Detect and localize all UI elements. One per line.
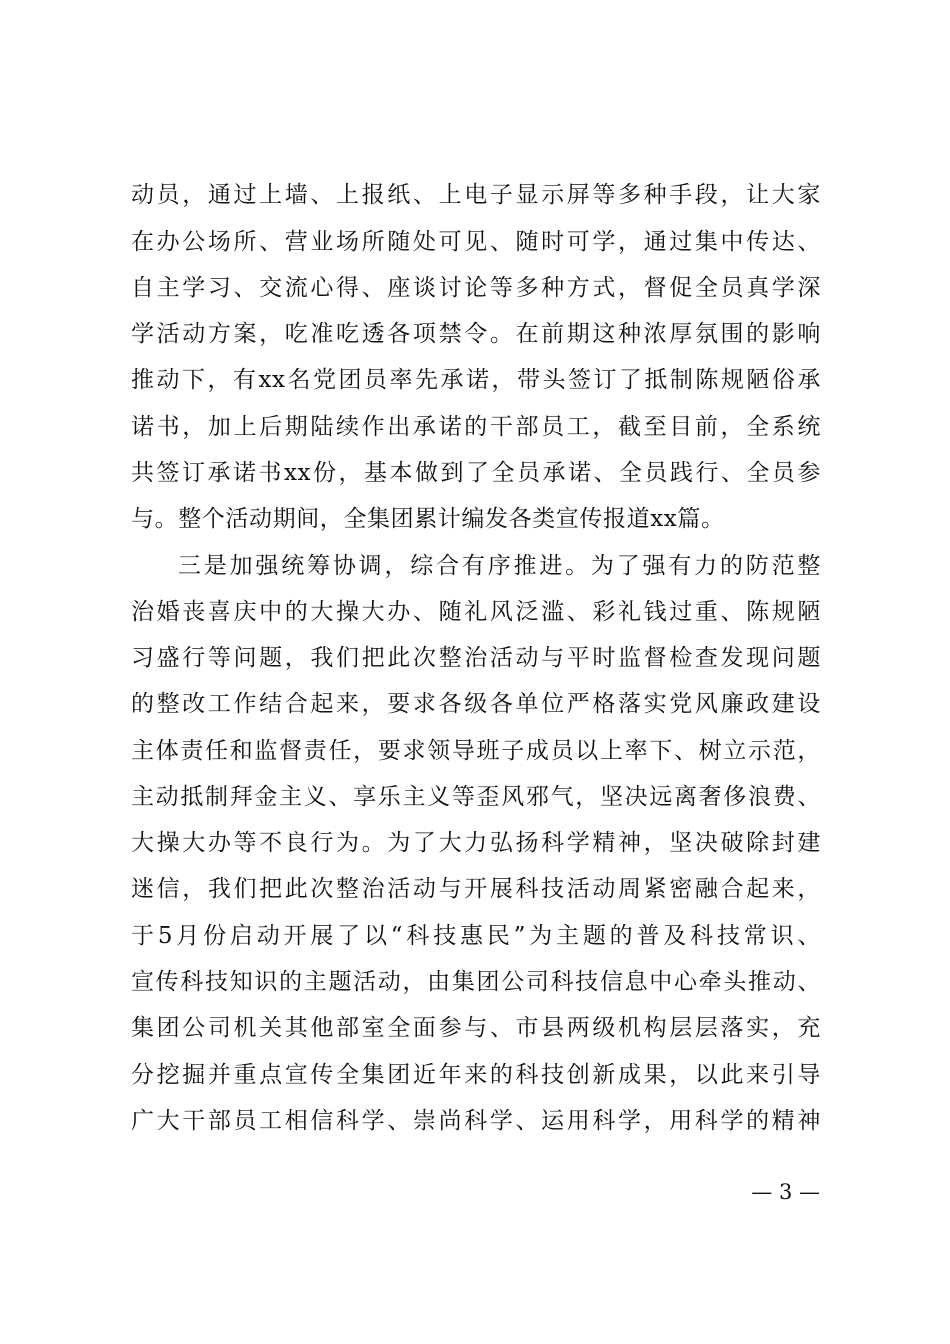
paragraph-1-line-5: 推动下，有xx名党团员率先承诺，带头签订了抵制陈规陋俗承 (131, 367, 821, 393)
paragraph-2-line-11: 集团公司机关其他部室全面参与、市县两级机构层层落实，充 (131, 1015, 821, 1041)
paragraph-2-line-9: 于5月份启动开展了以“科技惠民”为主题的普及科技常识、 (131, 923, 821, 949)
paragraph-1-line-1: 动员，通过上墙、上报纸、上电子显示屏等多种手段，让大家 (131, 182, 821, 208)
paragraph-1-line-7: 共签订承诺书xx份，基本做到了全员承诺、全员践行、全员参 (131, 460, 821, 486)
paragraph-1-line-6: 诺书，加上后期陆续作出承诺的干部员工，截至目前，全系统 (131, 414, 821, 440)
paragraph-2-line-3: 习盛行等问题，我们把此次整治活动与平时监督检查发现问题 (131, 645, 821, 671)
paragraph-1-line-2: 在办公场所、营业场所随处可见、随时可学，通过集中传达、 (131, 229, 821, 255)
paragraph-2-line-4: 的整改工作结合起来，要求各级各单位严格落实党风廉政建设 (131, 691, 821, 717)
paragraph-2-line-12: 分挖掘并重点宣传全集团近年来的科技创新成果，以此来引导 (131, 1062, 821, 1088)
paragraph-1-line-8: 与。整个活动期间，全集团累计编发各类宣传报道xx篇。 (131, 506, 725, 532)
page-number: — 3 — (751, 1180, 820, 1204)
paragraph-1-line-4: 学活动方案，吃准吃透各项禁令。在前期这种浓厚氛围的影响 (131, 321, 821, 347)
paragraph-2-line-1: 三是加强统筹协调，综合有序推进。为了强有力的防范整 (178, 553, 821, 579)
paragraph-2-line-10: 宣传科技知识的主题活动，由集团公司科技信息中心牵头推动、 (131, 969, 821, 995)
paragraph-2-line-6: 主动抵制拜金主义、享乐主义等歪风邪气，坚决远离奢侈浪费、 (131, 784, 821, 810)
paragraph-2-line-5: 主体责任和监督责任，要求领导班子成员以上率下、树立示范， (131, 738, 821, 764)
paragraph-2-line-2: 治婚丧喜庆中的大操大办、随礼风泛滥、彩礼钱过重、陈规陋 (131, 599, 821, 625)
paragraph-1-line-3: 自主学习、交流心得、座谈讨论等多种方式，督促全员真学深 (131, 275, 821, 301)
paragraph-2-line-7: 大操大办等不良行为。为了大力弘扬科学精神，坚决破除封建 (131, 830, 821, 856)
paragraph-2-line-13: 广大干部员工相信科学、崇尚科学、运用科学，用科学的精神 (131, 1108, 821, 1134)
paragraph-2-line-8: 迷信，我们把此次整治活动与开展科技活动周紧密融合起来， (131, 876, 821, 902)
